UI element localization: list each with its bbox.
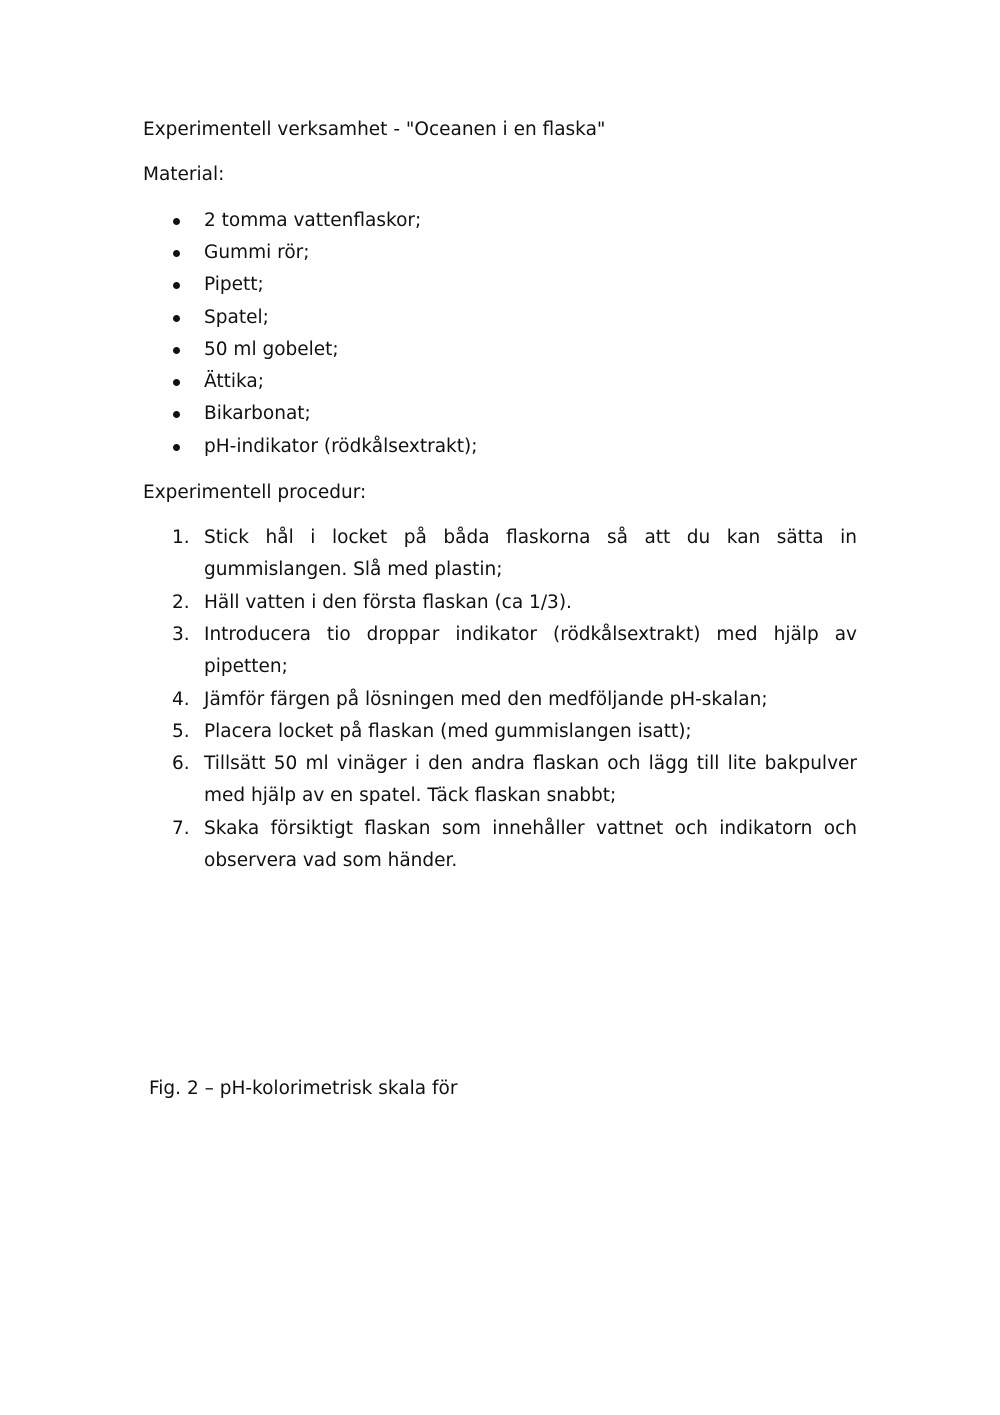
step-number: 6. bbox=[172, 753, 190, 774]
bullet-icon bbox=[173, 315, 180, 322]
bullet-icon bbox=[173, 379, 180, 386]
step-number: 7. bbox=[172, 818, 190, 839]
material-item: pH-indikator (rödkålsextrakt); bbox=[204, 436, 478, 457]
material-item: Spatel; bbox=[204, 307, 269, 328]
step-number: 3. bbox=[172, 624, 190, 645]
step-text: Jämför färgen på lösningen med den medföljande pH-skalan; bbox=[204, 689, 768, 710]
bullet-icon bbox=[173, 444, 180, 451]
materials-heading: Material: bbox=[143, 164, 225, 185]
step-text: Placera locket på flaskan (med gummislangen isatt); bbox=[204, 721, 692, 742]
step-number: 2. bbox=[172, 592, 190, 613]
step-number: 1. bbox=[172, 527, 190, 548]
bullet-icon bbox=[173, 347, 180, 354]
procedure-heading: Experimentell procedur: bbox=[143, 482, 367, 503]
step-text: Tillsätt 50 ml vinäger i den andra flaskan och lägg till lite bakpulver med hjälp av en spatel. Täck flaskan snabbt; bbox=[204, 753, 857, 807]
material-item: 50 ml gobelet; bbox=[204, 339, 339, 360]
material-item: Gummi rör; bbox=[204, 242, 310, 263]
step-text: Stick hål i locket på båda flaskorna så att du kan sätta in gummislangen. Slå med plastin; bbox=[204, 527, 857, 581]
step-number: 5. bbox=[172, 721, 190, 742]
document-title: Experimentell verksamhet - "Oceanen i en flaska" bbox=[143, 119, 606, 140]
step-text: Skaka försiktigt flaskan som innehåller vattnet och indikatorn och observera vad som händer. bbox=[204, 818, 857, 872]
material-item: Ättika; bbox=[204, 371, 264, 392]
step-text: Häll vatten i den första flaskan (ca 1/3). bbox=[204, 592, 572, 613]
figure-caption: Fig. 2 – pH-kolorimetrisk skala för bbox=[149, 1078, 458, 1099]
material-item: Bikarbonat; bbox=[204, 403, 311, 424]
bullet-icon bbox=[173, 282, 180, 289]
bullet-icon bbox=[173, 218, 180, 225]
step-number: 4. bbox=[172, 689, 190, 710]
bullet-icon bbox=[173, 411, 180, 418]
material-item: 2 tomma vattenflaskor; bbox=[204, 210, 422, 231]
step-text: Introducera tio droppar indikator (rödkålsextrakt) med hjälp av pipetten; bbox=[204, 624, 857, 678]
bullet-icon bbox=[173, 250, 180, 257]
material-item: Pipett; bbox=[204, 274, 264, 295]
